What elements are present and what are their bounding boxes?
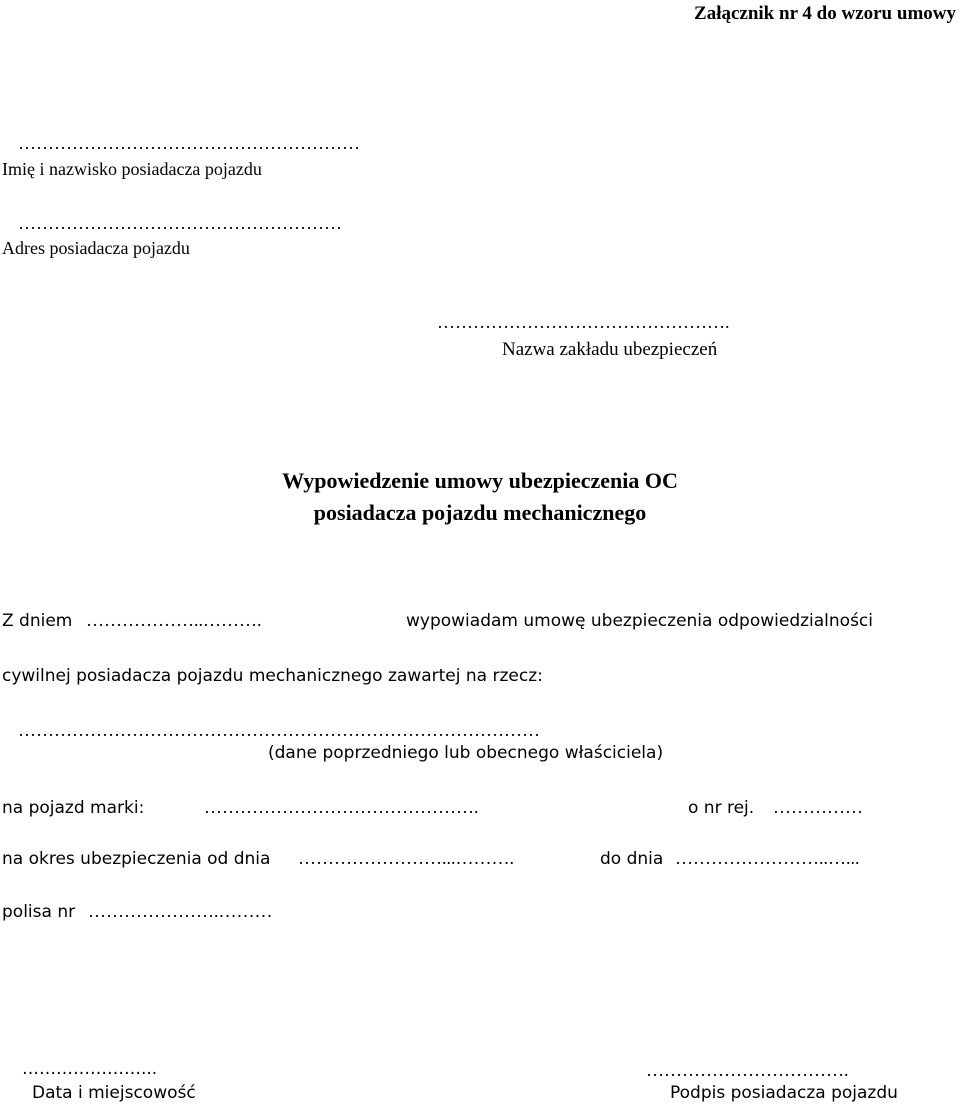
termination-date-field[interactable]: ………………..………. <box>86 610 262 630</box>
policy-number-label: polisa nr <box>2 902 76 922</box>
vehicle-make-field[interactable]: ………………………………………. <box>204 797 479 817</box>
owner-name-field[interactable]: ………………………………………………… <box>18 133 360 153</box>
owner-address-field[interactable]: ……………………………………………… <box>18 213 342 233</box>
annex-header: Załącznik nr 4 do wzoru umowy <box>694 3 956 24</box>
period-from-field[interactable]: ……………………...………. <box>298 848 514 868</box>
insurer-name-label: Nazwa zakładu ubezpieczeń <box>502 339 718 360</box>
date-place-label: Data i miejscowość <box>32 1083 196 1103</box>
owner-data-label: (dane poprzedniego lub obecnego właściciela) <box>268 743 664 763</box>
body-termination-text: wypowiadam umowę ubezpieczenia odpowiedzialności <box>406 611 873 631</box>
document-title-line-1: Wypowiedzenie umowy ubezpieczenia OC <box>282 468 678 493</box>
insurance-period-label: na okres ubezpieczenia od dnia <box>2 849 271 869</box>
policy-number-field[interactable]: ………………….……… <box>88 901 273 921</box>
document-title-line-2: posiadacza pojazdu mechanicznego <box>313 500 647 525</box>
body-date-intro: Z dniem <box>2 611 73 631</box>
signature-field[interactable]: ……………………………. <box>646 1060 849 1080</box>
vehicle-make-label: na pojazd marki: <box>2 798 145 818</box>
owner-name-label: Imię i nazwisko posiadacza pojazdu <box>2 159 262 179</box>
signature-label: Podpis posiadacza pojazdu <box>670 1083 898 1103</box>
body-contract-text: cywilnej posiadacza pojazdu mechanicznego zawartej na rzecz: <box>2 666 543 686</box>
period-to-field[interactable]: ……………………..…... <box>675 848 860 868</box>
insurer-name-field[interactable]: …………………………………………. <box>437 312 730 332</box>
date-place-field[interactable]: …………………... <box>22 1059 158 1079</box>
registration-number-field[interactable]: …………… <box>773 797 863 817</box>
registration-number-label: o nr rej. <box>688 798 755 818</box>
owner-data-field[interactable]: …………………………………………………………………………… <box>18 720 540 740</box>
period-to-label: do dnia <box>600 849 664 869</box>
owner-address-label: Adres posiadacza pojazdu <box>2 238 190 258</box>
